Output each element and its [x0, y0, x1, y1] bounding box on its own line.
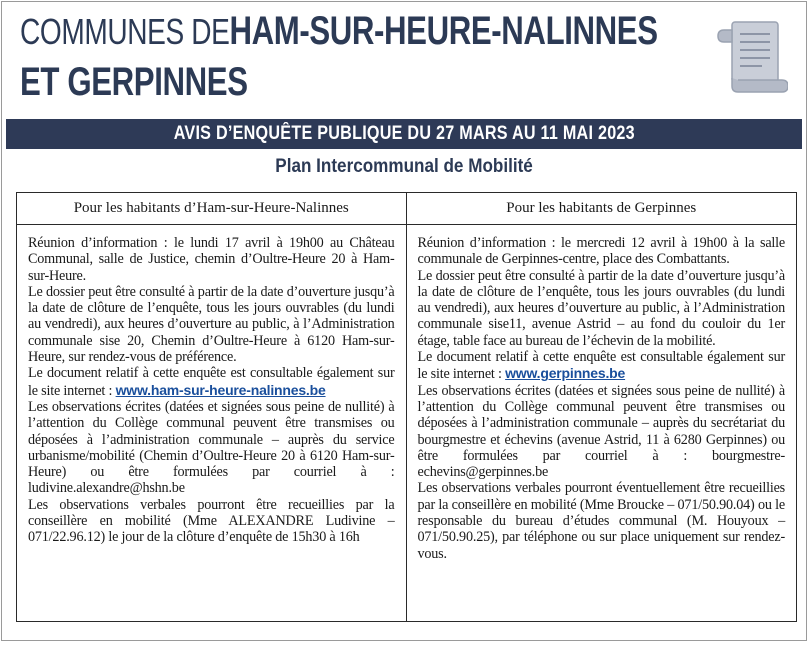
title-commune-2: ET GERPINNES: [20, 60, 248, 104]
column-heading: Pour les habitants de Gerpinnes: [407, 193, 797, 225]
dossier-consultation: Le dossier peut être consulté à partir de la date d’ouverture jusqu’à la date de clôture de l’enquête, tous les jours ouvrables (du lundi au vendredi), aux heures d’ouverture au public, à l’Administration communale sise 20, Chemin d’Oultre-Heure à 6120 Ham-sur-Heure, sur rendez-vous de préférence.: [28, 283, 395, 366]
website-text: Le document relatif à cette enquête est consultable également sur le site internet :: [417, 349, 785, 383]
column-gerpinnes: [407, 193, 797, 621]
column-body: [17, 225, 406, 546]
column-heading: Pour les habitants d’Ham-sur-Heure-Nalinnes: [17, 193, 406, 225]
verbal-observations: Les observations verbales pourront éventuellement être recueillies par la conseillère en mobilité (Mme Broucke – 071/50.90.04) ou le responsable du bureau d’études communal (M. Houyoux – 071/50.90.25), par téléphone ou sur place uniquement sur rendez-vous.: [417, 480, 785, 562]
title-line-2: [20, 61, 248, 112]
verbal-observations: Les observations verbales pourront être recueillies par la conseillère en mobilité (Mme ALEXANDRE Ludivine – 071/22.96.12) le jour de la clôture d’enquête de 15h30 à 16h: [28, 496, 395, 546]
subtitle-text: Plan Intercommunal de Mobilité: [275, 156, 533, 177]
written-observations: Les observations écrites (datées et signées sous peine de nullité) à l’attention du Collège communal peuvent être transmises ou déposées à l’administration communale – auprès du service urbanisme/mobilité (Chemin d’Oultre-Heure 20 à 6120 Ham-sur-Heure) ou être formulées par courriel à : ludivine.alexandre@hshn.be: [28, 398, 395, 497]
title-commune-1: HAM-SUR-HEURE-NALINNES: [229, 9, 658, 53]
website-link[interactable]: www.ham-sur-heure-nalinnes.be: [115, 381, 326, 398]
title-prefix: COMMUNES DE: [20, 11, 230, 52]
column-ham-sur-heure: [17, 193, 407, 621]
info-meeting: Réunion d’information : le lundi 17 avril à 19h00 au Château Communal, salle de Justice, chemin d’Oultre-Heure 20 à Ham-sur-Heure.: [28, 235, 395, 284]
website-text: Le document relatif à cette enquête est consultable également sur le site internet :: [28, 365, 395, 399]
website-link[interactable]: www.gerpinnes.be: [505, 365, 626, 382]
column-body: [407, 225, 797, 562]
website-paragraph: [418, 349, 786, 383]
written-observations: Les observations écrites (datées et signées sous peine de nullité) à l’attention du Collège communal peuvent être transmises ou déposées à l’administration communale – auprès du secrétariat du bourgmestre et échevins (avenue Astrid, 11 à 6280 Gerpinnes) ou être formulées par courriel à : bourgmestre-echevins@gerpinnes.be: [417, 382, 785, 481]
page-title: [20, 10, 710, 112]
dossier-consultation: Le dossier peut être consulté à partir de la date d’ouverture jusqu’à la date de clôture de l’enquête, tous les jours ouvrables (du lundi au vendredi), aux heures d’ouverture au public, à l’Administration communale sise11, avenue Astrid – au fond du couloir du 1er étage, table face au bureau de l’échevin de la mobilité.: [417, 267, 785, 349]
plan-subtitle: [2, 154, 806, 180]
info-table: [16, 192, 797, 622]
document-scroll-icon: [710, 16, 788, 94]
title-line-1: [20, 10, 658, 61]
notice-page: [1, 1, 807, 641]
website-paragraph: [28, 365, 395, 399]
enquiry-banner: [6, 119, 802, 149]
info-meeting: Réunion d’information : le mercredi 12 avril à 19h00 à la salle communale de Gerpinnes-centre, place des Combattants.: [417, 235, 785, 268]
banner-text: AVIS D’ENQUÊTE PUBLIQUE DU 27 MARS AU 11 MAI 2023: [173, 123, 635, 144]
